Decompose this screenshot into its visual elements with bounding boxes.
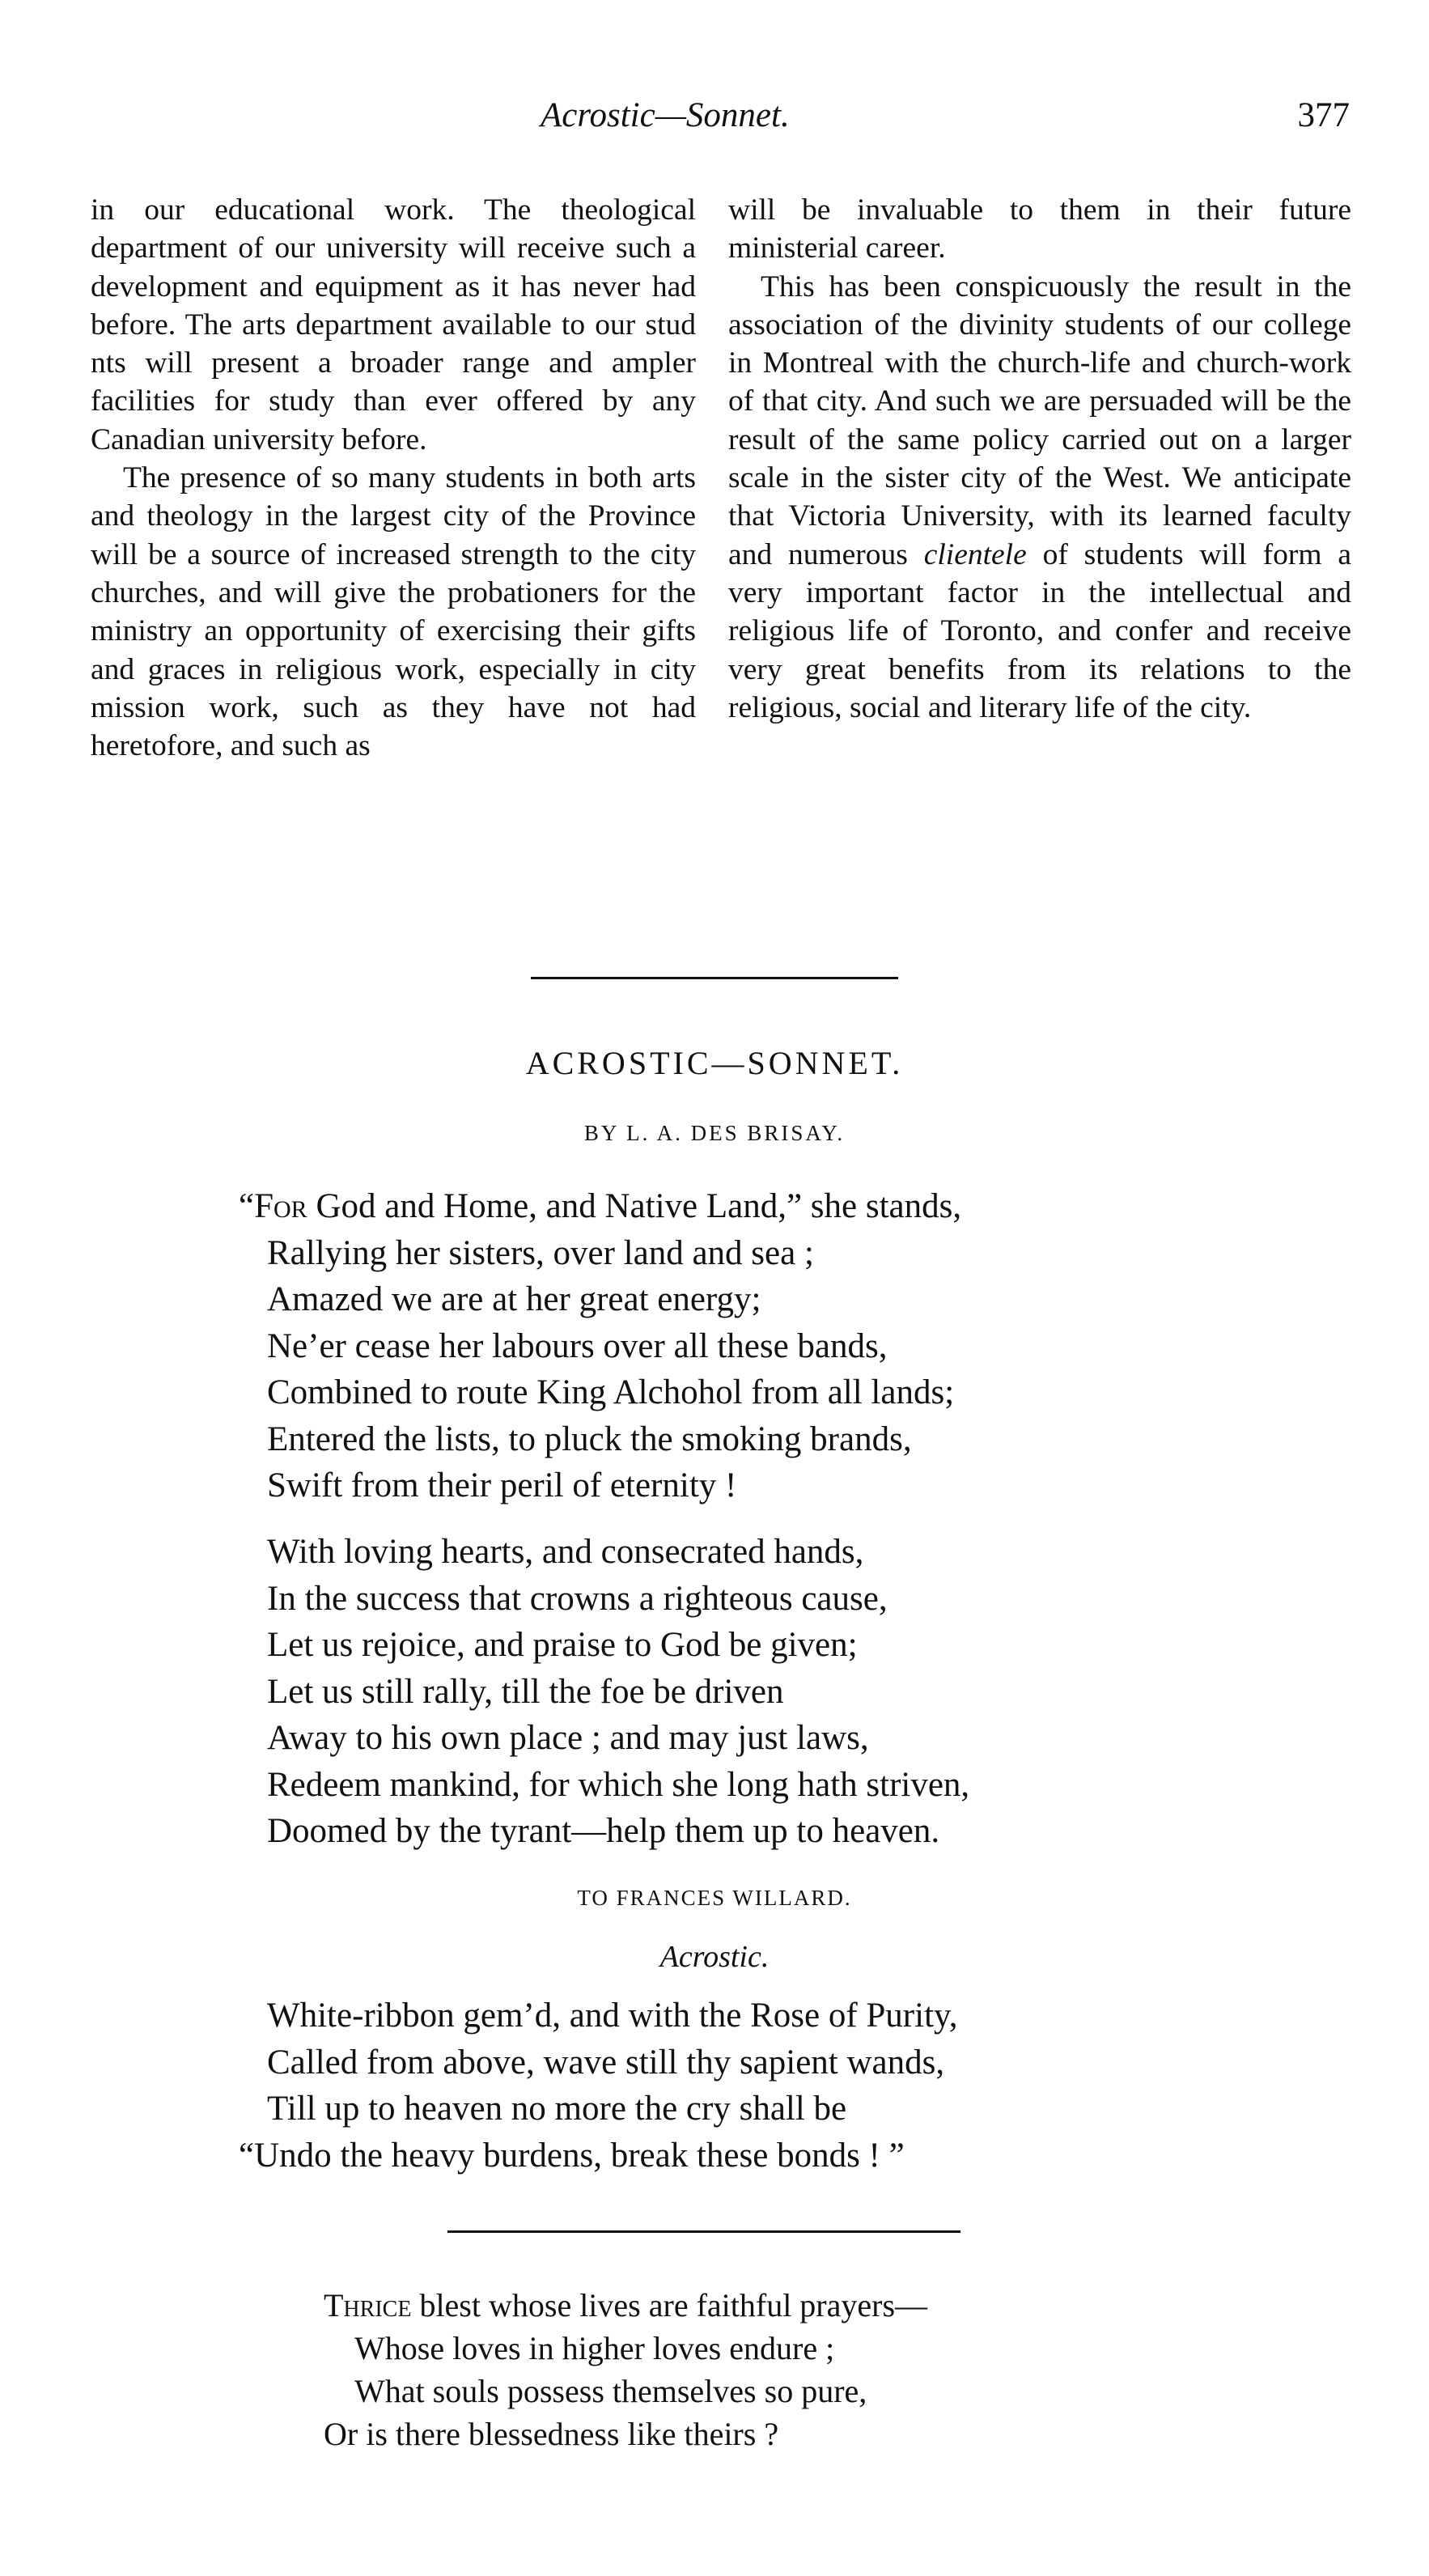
poem-line: Till up to heaven no more the cry shall be bbox=[267, 2090, 847, 2128]
poem-line: Ne’er cease her labours over all these bands, bbox=[267, 1326, 888, 1365]
paragraph-text: This has been conspicuously the result in the association of the divinity students of our college in Montreal with the church-life and church-work of that city. And such we are persuaded will be the result of the same policy carried out on a larger scale in the sister city of the West. We anticipate that Victoria University, with its learned faculty and numerous bbox=[728, 269, 1351, 571]
section-divider bbox=[531, 977, 898, 979]
sonnet-stanza-1 bbox=[239, 1183, 962, 1509]
italic-word: clientele bbox=[923, 537, 1027, 571]
poem-line: Away to his own place ; and may just laws, bbox=[267, 1719, 869, 1757]
poem-byline: BY L. A. DES BRISAY. bbox=[583, 1121, 846, 1145]
poem-line: Entered the lists, to pluck the smoking brands, bbox=[267, 1420, 912, 1458]
poem-line: Rallying her sisters, over land and sea ; bbox=[267, 1233, 814, 1272]
small-caps-word: For bbox=[254, 1187, 307, 1225]
poem-line: “Undo the heavy burdens, break these bonds ! ” bbox=[239, 2136, 905, 2175]
poem-line bbox=[324, 2284, 927, 2327]
poem-line: In the success that crowns a righteous cause, bbox=[267, 1579, 888, 1618]
poem-line: With loving hearts, and consecrated hands, bbox=[267, 1533, 864, 1571]
dedication-subtitle: Acrostic. bbox=[659, 1940, 770, 1974]
poem-line: Let us rejoice, and praise to God be given; bbox=[267, 1626, 858, 1664]
poem-line: Or is there blessedness like theirs ? bbox=[324, 2416, 779, 2452]
page-number: 377 bbox=[1297, 96, 1350, 134]
poem-line: Whose loves in higher loves endure ; bbox=[354, 2330, 835, 2366]
poem-title: ACROSTIC—SONNET. bbox=[525, 1045, 904, 1081]
paragraph-text: of students will form a very important factor in the intellectual and religious life of Toronto, and confer and receive very great benefits from its relations to the religious, social and literary life of the city. bbox=[728, 537, 1351, 724]
paragraph: in our educational work. The theological department of our university will receive such a development and equipment as it has never had before. The arts department available to our stud nts will present a broader range and ampler facilities for study than ever offered by any Canadian university before. bbox=[91, 193, 696, 456]
poem-line-rest: blest whose lives are faithful prayers— bbox=[411, 2287, 928, 2323]
poem-line: What souls possess themselves so pure, bbox=[354, 2373, 867, 2409]
paragraph: The presence of so many students in both arts and theology in the largest city of the Province will be a source of increased strength to the city churches, and will give the probationers for the ministry an opportunity of exercising their gifts and graces in religious work, especially in city mission work, such as they have not had heretofore, and such as bbox=[91, 461, 696, 763]
poem-line: Redeem mankind, for which she long hath striven, bbox=[267, 1765, 970, 1804]
paragraph bbox=[728, 268, 1351, 728]
poem-line: Swift from their peril of eternity ! bbox=[267, 1466, 737, 1504]
poem-line: Amazed we are at her great energy; bbox=[267, 1280, 761, 1318]
section-divider bbox=[447, 2230, 960, 2233]
poem-line: Doomed by the tyrant—help them up to heaven. bbox=[267, 1812, 940, 1850]
running-title: Acrostic—Sonnet. bbox=[541, 96, 790, 134]
poem-line-rest: God and Home, and Native Land,” she stands, bbox=[307, 1187, 962, 1225]
closing-poem bbox=[324, 2284, 927, 2455]
poem-line: Combined to route King Alchohol from all lands; bbox=[267, 1373, 955, 1411]
sonnet-stanza-2 bbox=[267, 1529, 969, 1855]
article-right-column bbox=[728, 191, 1351, 727]
dedication-heading: TO FRANCES WILLARD. bbox=[577, 1886, 852, 1910]
dedication-poem bbox=[239, 1992, 958, 2179]
poem-line: Called from above, wave still thy sapient wands, bbox=[267, 2043, 945, 2082]
poem-line bbox=[239, 1183, 961, 1230]
paragraph: will be invaluable to them in their future ministerial career. bbox=[728, 193, 1351, 265]
page-header bbox=[0, 95, 1429, 152]
small-caps-word: Thrice bbox=[324, 2287, 412, 2323]
poem-line: Let us still rally, till the foe be driven bbox=[267, 1672, 784, 1711]
poem-line: White-ribbon gem’d, and with the Rose of Purity, bbox=[267, 1997, 958, 2035]
open-quote: “ bbox=[239, 1187, 255, 1225]
article-left-column bbox=[91, 191, 696, 765]
